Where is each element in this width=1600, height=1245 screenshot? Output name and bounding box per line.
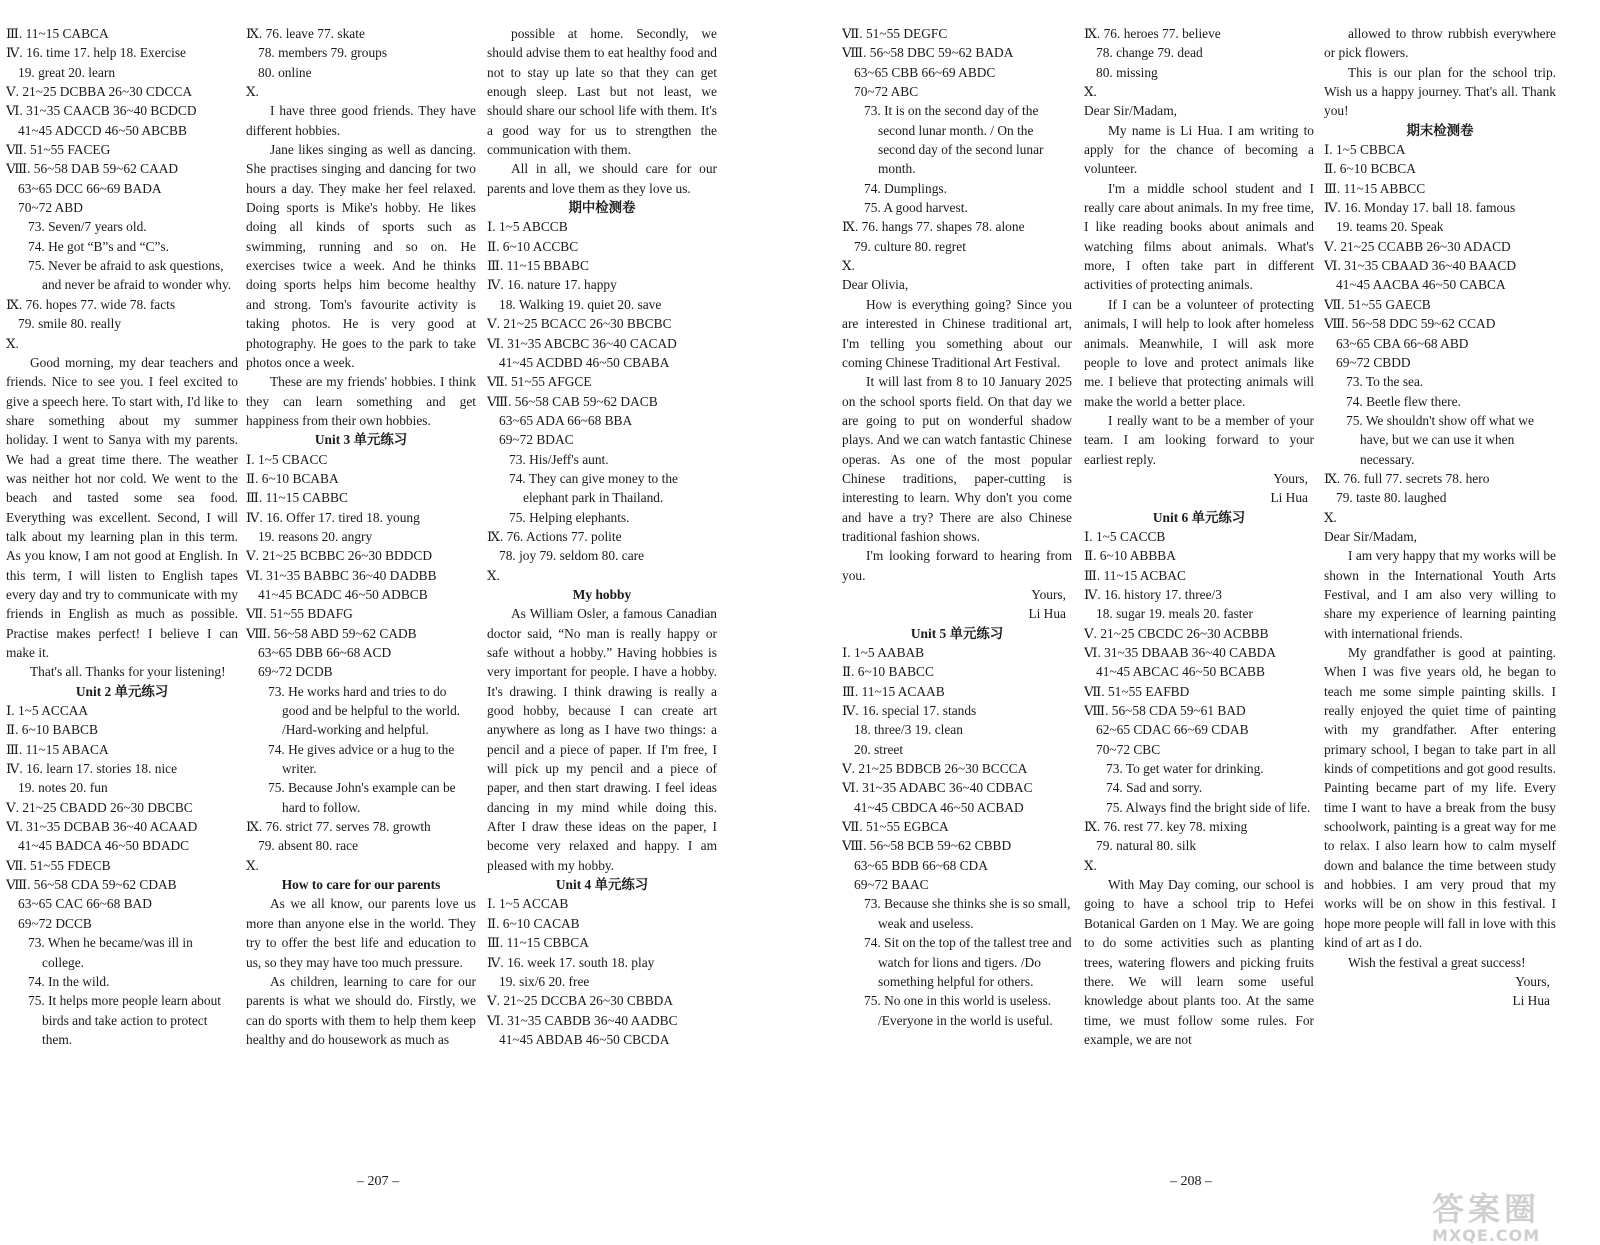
answer-line: 41~45 ABDAB 46~50 CBCDA [499,1031,670,1047]
answer-line: Ⅰ. 1~5 AABAB [842,645,925,660]
text-paragraph: I really want to be a member of your team. I am looking forward to your earliest reply. [1084,412,1314,467]
answer-line: 41~45 ACDBD 46~50 CBABA [499,354,670,370]
answer-line: Ⅶ. 51~55 FDECB [6,857,111,873]
answer-line: Ⅱ. 6~10 BABCC [842,664,934,680]
answer-line: 69~72 BAAC [854,877,929,893]
column-5 [1084,24,1314,1174]
answer-line: Ⅱ. 6~10 ABBBA [1084,548,1176,564]
section-heading: 期中检测卷 [568,200,636,216]
answer-line: 20. street [854,741,904,757]
answer-line: Yours, [1031,586,1066,602]
answer-line: 75. Helping elephants. [509,509,630,525]
answer-line: 79. smile 80. really [18,316,122,332]
text-paragraph: As children, learning to care for our parents is what we should do. Firstly, we can do sports with them to help them keep healthy and do housework as much as [246,973,476,1047]
answer-line: 41~45 ADCCD 46~50 ABCBB [18,122,187,138]
answer-line: 18. three/3 19. clean [854,722,963,738]
answer-line: Ⅲ. 11~15 BBABC [487,258,589,274]
answer-line: Ⅳ. 16. nature 17. happy [487,277,617,293]
answer-line: Ⅹ. [1084,857,1097,873]
answer-line: Ⅶ. 51~55 DEGFC [842,26,948,41]
answer-line: 74. Sad and sorry. [1106,780,1203,796]
answer-line: Ⅸ. 76. hopes 77. wide 78. facts [6,296,176,312]
answer-line: Ⅸ. 76. full 77. secrets 78. hero [1324,470,1490,486]
answer-line: 79. taste 80. laughed [1336,490,1447,506]
answer-line: Ⅵ. 31~35 DBAAB 36~40 CABDA [1084,645,1277,660]
answer-line: 73. To the sea. [1346,374,1424,390]
answer-line: 74. In the wild. [28,973,110,989]
answer-line: Ⅳ. 16. week 17. south 18. play [487,954,655,970]
answer-line: Dear Sir/Madam, [1324,528,1417,544]
answer-line: 79. culture 80. regret [854,238,966,254]
answer-line: Ⅴ. 21~25 DCBBA 26~30 CDCCA [6,84,192,100]
answer-line: 70~72 ABC [854,84,919,100]
answer-line: Ⅶ. 51~55 EGBCA [842,819,949,835]
answer-line: 75. Because John's example can be hard to follow. [268,780,456,815]
answer-line: Ⅰ. 1~5 CACCB [1084,528,1166,544]
column-2 [246,24,476,1174]
answer-line: Ⅷ. 56~58 CDA 59~62 CDAB [6,877,177,893]
answer-line: Ⅵ. 31~35 ADABC 36~40 CDBAC [842,780,1033,796]
answer-line: 74. He got “B”s and “C”s. [28,238,169,254]
page-number-left: – 207 – [357,1174,399,1189]
answer-line: Ⅴ. 21~25 DCCBA 26~30 CBBDA [487,993,673,1009]
text-paragraph: Good morning, my dear teachers and friends. Nice to see you. I feel excited to give a speech here. To start with, I'd like to share something about my summer holiday. I went to Sanya with my parents. We had a great time there. The weather was neither hot nor cold. We went to the beach and tasted some sea food. Everything was excellent. Second, I will talk about my learning plan in this term. As you know, I am not good at English. In this term, I will listen to English tapes every day and try to communicate with my friends in English as much as possible. Practise makes perfect! I believe I can make it. [6,354,238,660]
watermark-text: 答案圈 [1432,1190,1541,1228]
answer-line: Ⅸ. 76. strict 77. serves 78. growth [246,819,431,835]
answer-line: Ⅷ. 56~58 DDC 59~62 CCAD [1324,316,1496,332]
answer-line: Ⅴ. 21~25 BDBCB 26~30 BCCCA [842,761,1028,777]
section-heading: 期末检测卷 [1406,122,1474,138]
answer-line: 18. Walking 19. quiet 20. save [499,296,662,312]
answer-line: 79. absent 80. race [258,838,359,854]
answer-line: 63~65 ADA 66~68 BBA [499,412,633,428]
answer-line: 73. Because she thinks she is so small, weak and useless. [864,896,1071,931]
answer-line: 74. Sit on the top of the tallest tree and watch for lions and tigers. /Do something helpful for others. [864,935,1072,989]
answer-line: 63~65 CAC 66~68 BAD [18,896,152,912]
answer-line: Ⅲ. 11~15 ABACA [6,741,109,757]
answer-line: Ⅵ. 31~35 BABBC 36~40 DADBB [246,567,437,583]
answer-line: Yours, [1515,973,1550,989]
answer-line: Ⅱ. 6~10 BCBCA [1324,161,1416,177]
answer-line: 75. We shouldn't show off what we have, but we can use it when necessary. [1346,412,1534,467]
column-6 [1324,24,1556,1174]
answer-line: 79. natural 80. silk [1096,838,1197,854]
answer-line: 70~72 ABD [18,200,83,216]
answer-line: Ⅲ. 11~15 CBBCA [487,935,589,951]
text-paragraph: This is our plan for the school trip. Wish us a happy journey. That's all. Thank you! [1324,64,1556,119]
text-paragraph: How is everything going? Since you are interested in Chinese traditional art, I'm telling you something about our coming Chinese Traditional Art Festival. [842,296,1072,370]
answer-line: 69~72 CBDD [1336,354,1411,370]
answer-line: 19. six/6 20. free [499,973,590,989]
answer-line: 74. Dumplings. [864,180,947,196]
answer-line: Ⅶ. 51~55 EAFBD [1084,683,1190,699]
answer-line: 63~65 DCC 66~69 BADA [18,180,162,196]
answer-line: 41~45 AACBA 46~50 CABCA [1336,277,1506,293]
answer-line: 69~72 DCDB [258,664,333,680]
answer-line: Ⅹ. [246,857,259,873]
answer-line: 19. teams 20. Speak [1336,219,1444,235]
answer-line: Ⅳ. 16. history 17. three/3 [1084,586,1222,602]
answer-line: Ⅰ. 1~5 ACCAB [487,896,569,912]
answer-line: 75. A good harvest. [864,200,968,216]
answer-line: Ⅱ. 6~10 BCABA [246,470,339,486]
answer-line: Ⅸ. 76. heroes 77. believe [1084,26,1221,41]
answer-line: 41~45 ABCAC 46~50 BCABB [1096,664,1265,680]
text-paragraph: As we all know, our parents love us more than anyone else in the world. They try to offer the best life and education to us, so they may have too much pressure. [246,896,476,970]
answer-line: Ⅷ. 56~58 DBC 59~62 BADA [842,45,1014,61]
answer-line: Ⅶ. 51~55 FACEG [6,142,111,158]
text-paragraph: I'm a middle school student and I really care about animals. In my free time, I like reading books about animals and watching films about animals. What's more, I often take part in different activities of protecting animals. [1084,180,1314,293]
answer-line: Ⅷ. 56~58 ABD 59~62 CADB [246,625,417,641]
section-heading: How to care for our parents [281,877,441,893]
answer-line: Ⅰ. 1~5 ACCAA [6,703,89,719]
answer-line: Ⅸ. 76. leave 77. skate [246,26,365,41]
text-paragraph: allowed to throw rubbish everywhere or pick flowers. [1324,26,1556,61]
section-heading: Unit 2 单元练习 [75,683,169,699]
section-heading: Unit 4 单元练习 [555,877,649,893]
text-paragraph: As William Osler, a famous Canadian doctor said, “No man is really happy or safe without a hobby.” Having hobbies is very important for people. I have a hobby. It's drawing. I think drawing is really a good hobby, because I can create art anywhere as long as I have two things: a pencil and a piece of paper. If I'm free, I will pick up my pencil and a piece of paper, and then start drawing. I feel ideas dancing in my mind while doing this. After I draw these ideas on the paper, I become very relaxed and happy. I am pleased with my hobby. [487,606,717,873]
answer-line: Ⅹ. [842,258,855,274]
watermark-logo [1432,1184,1592,1245]
answer-line: Li Hua [1028,606,1066,622]
answer-line: Dear Olivia, [842,277,909,293]
section-heading: Unit 3 单元练习 [314,432,408,448]
answer-line: 41~45 BCADC 46~50 ADBCB [258,586,428,602]
answer-line: Ⅵ. 31~35 CAACB 36~40 BCDCD [6,103,197,119]
text-paragraph: With May Day coming, our school is going to have a school trip to Hefei Botanical Garden on 1 May. We are going to do some activities such as planting trees, watering flowers and picking fruits there. We will learn some useful knowledge about plants too. At the same time, we must follow some rules. For example, we are not [1084,877,1314,1047]
answer-line: Ⅹ. [487,567,500,583]
answer-line: 63~65 DBB 66~68 ACD [258,645,392,660]
answer-line: 69~72 BDAC [499,432,574,448]
answer-line: Ⅶ. 51~55 GAECB [1324,296,1431,312]
answer-line: Ⅱ. 6~10 ACCBC [487,238,579,254]
answer-line: Ⅳ. 16. Offer 17. tired 18. young [246,509,420,525]
answer-line: Ⅹ. [6,335,19,351]
text-paragraph: I am very happy that my works will be shown in the International Youth Arts Festival, and I am also very willing to share my experience of learning painting with international friends. [1324,548,1556,641]
answer-line: Li Hua [1512,993,1550,1009]
answer-line: 75. Always find the bright side of life. [1106,799,1311,815]
answer-line: 70~72 CBC [1096,741,1161,757]
column-4 [842,24,1072,1174]
answer-line: Ⅲ. 11~15 CABCA [6,26,109,41]
answer-line: Li Hua [1270,490,1308,506]
text-paragraph: My grandfather is good at painting. When I was five years old, he began to teach me some simple painting skills. I really enjoyed the quiet time of painting with my grandfather. After entering primary school, I began to take part in all kinds of competitions and got good results. Painting became part of my life. Every time I want to have a break from the busy schoolwork, painting is a great way for me to relax. I also learn how to calm myself down and balance the time between study and hobbies. I am very proud that my works will be on show in this festival. I hope more people will fall in love with this kind of art as I do. [1324,645,1556,951]
text-paragraph: My name is Li Hua. I am writing to apply for the chance of becoming a volunteer. [1084,122,1314,177]
answer-line: Ⅷ. 56~58 CAB 59~62 DACB [487,393,658,409]
text-paragraph: I'm looking forward to hearing from you. [842,548,1072,583]
answer-line: 73. To get water for drinking. [1106,761,1264,777]
answer-line: Ⅰ. 1~5 CBACC [246,451,328,467]
section-heading: Unit 6 单元练习 [1152,509,1246,525]
answer-line: 19. notes 20. fun [18,780,108,796]
answer-line: Ⅸ. 76. rest 77. key 78. mixing [1084,819,1248,835]
answer-line: 73. Seven/7 years old. [28,219,147,235]
answer-line: Ⅰ. 1~5 ABCCB [487,219,568,235]
answer-line: 73. It is on the second day of the second lunar month. / On the second day of the second lunar month. [864,103,1044,177]
answer-line: Ⅲ. 11~15 ABBCC [1324,180,1426,196]
answer-line: 75. Never be afraid to ask questions, and never be afraid to wonder why. [28,258,232,293]
answer-line: Ⅹ. [1084,84,1097,100]
answer-line: 78. joy 79. seldom 80. care [499,548,645,564]
answer-line: 69~72 DCCB [18,915,92,931]
answer-line: Ⅲ. 11~15 ACBAC [1084,567,1186,583]
answer-line: 74. Beetle flew there. [1346,393,1461,409]
answer-line: Dear Sir/Madam, [1084,103,1177,119]
answer-line: 19. reasons 20. angry [258,528,373,544]
answer-line: Ⅰ. 1~5 CBBCA [1324,142,1406,158]
text-paragraph: I have three good friends. They have different hobbies. [246,103,476,138]
answer-line: Ⅴ. 21~25 CBADD 26~30 DBCBC [6,799,193,815]
answer-line: Ⅵ. 31~35 CABDB 36~40 AADBC [487,1012,678,1028]
answer-line: 73. His/Jeff's aunt. [509,451,609,467]
text-paragraph: Wish the festival a great success! [1348,954,1526,970]
text-paragraph: Jane likes singing as well as dancing. She practises singing and dancing for two hours a day. They make her feel relaxed. Doing sports is Mike's hobby. He likes doing all kinds of sports such as swimming, running and so on. He exercises twice a week. And he thinks doing sports helps him become healthy and strong. Tom's favourite activity is taking photos. He is very good at photography. He goes to the park to take photos once a week. [246,142,476,370]
answer-line: Ⅲ. 11~15 ACAAB [842,683,945,699]
answer-line: Yours, [1273,470,1308,486]
answer-line: 63~65 CBB 66~69 ABDC [854,64,996,80]
answer-line: Ⅴ. 21~25 CBCDC 26~30 ACBBB [1084,625,1269,641]
column-1 [6,24,238,1174]
watermark-url: MXQE.COM [1432,1226,1541,1245]
answer-line: Ⅷ. 56~58 DAB 59~62 CAAD [6,161,179,177]
section-heading: Unit 5 单元练习 [910,625,1004,641]
answer-line: Ⅶ. 51~55 BDAFG [246,606,353,622]
text-paragraph: These are my friends' hobbies. I think they can learn something and get happiness from their own hobbies. [246,374,476,428]
answer-line: Ⅴ. 21~25 BCBBC 26~30 BDDCD [246,548,432,564]
text-paragraph: It will last from 8 to 10 January 2025 on the school sports field. On that day we are going to put on wonderful shadow plays. And we can watch fantastic Chinese operas. As one of the most popular Chinese traditions, paper-cutting is interesting to learn. Why don't you come and have a try? There are also Chinese traditional fashion shows. [842,374,1072,544]
answer-line: 19. great 20. learn [18,64,116,80]
page-number-right: – 208 – [1170,1174,1212,1189]
answer-line: Ⅴ. 21~25 BCACC 26~30 BBCBC [487,316,672,332]
text-paragraph: That's all. Thanks for your listening! [30,664,226,680]
answer-line: Ⅳ. 16. learn 17. stories 18. nice [6,761,178,777]
answer-line: Ⅳ. 16. time 17. help 18. Exercise [6,45,186,61]
answer-line: Ⅵ. 31~35 DCBAB 36~40 ACAAD [6,819,198,835]
answer-line: Ⅸ. 76. Actions 77. polite [487,528,622,544]
answer-line: 41~45 CBDCA 46~50 ACBAD [854,799,1024,815]
answer-line: Ⅹ. [246,84,259,100]
answer-line: 80. missing [1096,64,1158,80]
answer-line: Ⅲ. 11~15 CABBC [246,490,348,506]
answer-line: Ⅶ. 51~55 AFGCE [487,374,592,390]
section-heading: My hobby [572,586,632,602]
answer-line: 63~65 BDB 66~68 CDA [854,857,988,873]
answer-line: 41~45 BADCA 46~50 BDADC [18,838,190,854]
answer-line: 63~65 CBA 66~68 ABD [1336,335,1469,351]
answer-line: Ⅴ. 21~25 CCABB 26~30 ADACD [1324,238,1511,254]
answer-line: 74. He gives advice or a hug to the writer. [268,741,455,777]
column-3 [487,24,717,1174]
answer-line: Ⅵ. 31~35 ABCBC 36~40 CACAD [487,335,677,351]
answer-line: 80. online [258,64,312,80]
answer-line: 62~65 CDAC 66~69 CDAB [1096,722,1249,738]
answer-line: Ⅱ. 6~10 CACAB [487,915,580,931]
answer-line: 78. members 79. groups [258,45,388,61]
text-paragraph: If I can be a volunteer of protecting animals, I will help to look after homeless animals. Meanwhile, I will ask more people to love and protect animals like me. I believe that protecting animals will make the world a better place. [1084,296,1314,409]
text-paragraph: All in all, we should care for our parents and love them as they love us. [487,161,717,196]
answer-line: Ⅷ. 56~58 CDA 59~61 BAD [1084,703,1246,719]
answer-line: Ⅳ. 16. special 17. stands [842,703,977,719]
answer-line: Ⅹ. [1324,509,1337,525]
answer-line: 73. He works hard and tries to do good and be helpful to the world. /Hard-working and helpful. [268,683,461,738]
answer-line: 75. It helps more people learn about birds and take action to protect them. [28,993,221,1047]
answer-line: 75. No one in this world is useless. /Everyone in the world is useful. [864,993,1053,1028]
answer-line: Ⅱ. 6~10 BABCB [6,722,98,738]
answer-line: 73. When he became/was ill in college. [28,935,193,970]
answer-line: Ⅳ. 16. Monday 17. ball 18. famous [1324,200,1516,216]
answer-line: 18. sugar 19. meals 20. faster [1096,606,1253,622]
answer-line: Ⅵ. 31~35 CBAAD 36~40 BAACD [1324,258,1517,274]
answer-line: 78. change 79. dead [1096,45,1203,61]
answer-line: Ⅷ. 56~58 BCB 59~62 CBBD [842,838,1012,854]
answer-line: Ⅸ. 76. hangs 77. shapes 78. alone [842,219,1025,235]
text-paragraph: possible at home. Secondly, we should advise them to eat healthy food and not to stay up late so that they can get enough sleep. Last but not least, we should share our school life with them. It's a good way for us to strengthen the communication with them. [487,26,717,158]
answer-line: 74. They can give money to the elephant park in Thailand. [509,470,678,506]
